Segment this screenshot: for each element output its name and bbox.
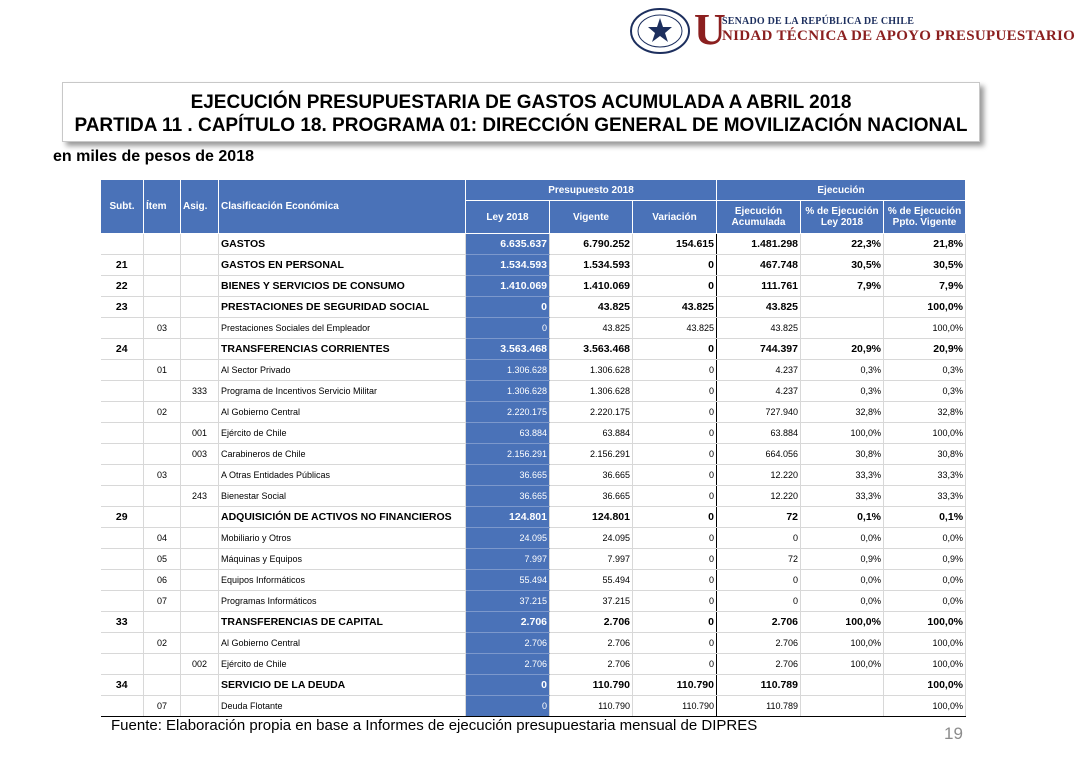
cell-item <box>144 654 181 675</box>
cell-variacion: 0 <box>633 423 717 444</box>
cell-variacion: 154.615 <box>633 234 717 255</box>
cell-pct-vigente: 0,0% <box>884 591 966 612</box>
cell-pct-vigente: 30,5% <box>884 255 966 276</box>
cell-subt <box>101 234 144 255</box>
cell-item <box>144 255 181 276</box>
cell-pct-vigente: 0,0% <box>884 528 966 549</box>
cell-asig: 001 <box>181 423 219 444</box>
cell-pct-ley: 33,3% <box>801 486 884 507</box>
group-ejecucion: Ejecución <box>717 180 966 201</box>
cell-ley: 55.494 <box>466 570 550 591</box>
cell-item <box>144 339 181 360</box>
cell-vigente: 36.665 <box>550 465 633 486</box>
col-variacion: Variación <box>633 201 717 234</box>
cell-item: 07 <box>144 696 181 717</box>
table-row <box>101 297 966 318</box>
cell-pct-ley: 0,3% <box>801 360 884 381</box>
cell-subt: 29 <box>101 507 144 528</box>
cell-ejecucion: 2.706 <box>717 612 801 633</box>
cell-ejecucion: 12.220 <box>717 465 801 486</box>
cell-pct-ley <box>801 318 884 339</box>
cell-pct-ley: 20,9% <box>801 339 884 360</box>
cell-asig <box>181 234 219 255</box>
cell-vigente: 43.825 <box>550 318 633 339</box>
cell-vigente: 37.215 <box>550 591 633 612</box>
cell-asig <box>181 360 219 381</box>
cell-variacion: 0 <box>633 570 717 591</box>
cell-subt: 22 <box>101 276 144 297</box>
cell-asig: 002 <box>181 654 219 675</box>
cell-clasificacion: Ejército de Chile <box>219 654 466 675</box>
cell-ejecucion: 467.748 <box>717 255 801 276</box>
cell-asig <box>181 402 219 423</box>
table-row <box>101 339 966 360</box>
cell-pct-ley: 30,8% <box>801 444 884 465</box>
table-row <box>101 549 966 570</box>
cell-vigente: 110.790 <box>550 675 633 696</box>
cell-vigente: 36.665 <box>550 486 633 507</box>
cell-subt <box>101 360 144 381</box>
cell-variacion: 0 <box>633 507 717 528</box>
cell-vigente: 1.306.628 <box>550 381 633 402</box>
cell-pct-vigente: 20,9% <box>884 339 966 360</box>
cell-subt <box>101 381 144 402</box>
cell-clasificacion: ADQUISICIÓN DE ACTIVOS NO FINANCIEROS <box>219 507 466 528</box>
col-pct-vigente: % de Ejecución Ppto. Vigente <box>884 201 966 234</box>
table-row <box>101 276 966 297</box>
cell-clasificacion: Programas Informáticos <box>219 591 466 612</box>
cell-pct-vigente: 100,0% <box>884 297 966 318</box>
cell-variacion: 0 <box>633 549 717 570</box>
cell-clasificacion: Programa de Incentivos Servicio Militar <box>219 381 466 402</box>
col-ley: Ley 2018 <box>466 201 550 234</box>
cell-item <box>144 381 181 402</box>
cell-clasificacion: BIENES Y SERVICIOS DE CONSUMO <box>219 276 466 297</box>
cell-item <box>144 675 181 696</box>
senado-seal-logo <box>630 8 690 54</box>
cell-variacion: 0 <box>633 486 717 507</box>
cell-item <box>144 444 181 465</box>
cell-subt <box>101 633 144 654</box>
cell-asig: 333 <box>181 381 219 402</box>
cell-pct-vigente: 0,1% <box>884 507 966 528</box>
cell-ley: 1.534.593 <box>466 255 550 276</box>
cell-variacion: 110.790 <box>633 675 717 696</box>
cell-vigente: 2.156.291 <box>550 444 633 465</box>
cell-clasificacion: Deuda Flotante <box>219 696 466 717</box>
cell-variacion: 0 <box>633 381 717 402</box>
cell-asig <box>181 507 219 528</box>
cell-asig <box>181 276 219 297</box>
table-row <box>101 507 966 528</box>
cell-pct-ley <box>801 297 884 318</box>
cell-pct-vigente: 100,0% <box>884 654 966 675</box>
cell-clasificacion: Máquinas y Equipos <box>219 549 466 570</box>
cell-pct-ley <box>801 675 884 696</box>
cell-ley: 2.706 <box>466 633 550 654</box>
cell-pct-vigente: 100,0% <box>884 423 966 444</box>
unit-note: en miles de pesos de 2018 <box>53 148 254 165</box>
cell-ley: 0 <box>466 297 550 318</box>
cell-variacion: 0 <box>633 612 717 633</box>
col-ejecucion: Ejecución Acumulada <box>717 201 801 234</box>
cell-variacion: 0 <box>633 444 717 465</box>
cell-pct-vigente: 21,8% <box>884 234 966 255</box>
cell-pct-vigente: 33,3% <box>884 465 966 486</box>
table-row <box>101 486 966 507</box>
cell-ejecucion: 43.825 <box>717 297 801 318</box>
col-pct-ley: % de Ejecución Ley 2018 <box>801 201 884 234</box>
cell-asig <box>181 633 219 654</box>
cell-ejecucion: 0 <box>717 591 801 612</box>
cell-ley: 2.156.291 <box>466 444 550 465</box>
cell-asig <box>181 339 219 360</box>
cell-pct-vigente: 0,0% <box>884 570 966 591</box>
cell-item <box>144 234 181 255</box>
cell-item: 03 <box>144 465 181 486</box>
cell-ejecucion: 110.789 <box>717 675 801 696</box>
cell-variacion: 0 <box>633 591 717 612</box>
cell-ejecucion: 63.884 <box>717 423 801 444</box>
cell-clasificacion: Al Sector Privado <box>219 360 466 381</box>
cell-vigente: 3.563.468 <box>550 339 633 360</box>
source-note: Fuente: Elaboración propia en base a Informes de ejecución presupuestaria mensual de DIPRES <box>111 717 758 734</box>
cell-pct-ley: 100,0% <box>801 654 884 675</box>
cell-pct-vigente: 30,8% <box>884 444 966 465</box>
cell-ley: 24.095 <box>466 528 550 549</box>
cell-clasificacion: GASTOS EN PERSONAL <box>219 255 466 276</box>
cell-ejecucion: 72 <box>717 549 801 570</box>
col-clasificacion: Clasificación Económica <box>219 180 466 234</box>
table-row <box>101 318 966 339</box>
cell-clasificacion: Al Gobierno Central <box>219 633 466 654</box>
budget-table <box>100 179 966 717</box>
cell-variacion: 0 <box>633 465 717 486</box>
cell-ejecucion: 0 <box>717 528 801 549</box>
cell-subt <box>101 486 144 507</box>
cell-vigente: 63.884 <box>550 423 633 444</box>
cell-subt <box>101 444 144 465</box>
cell-variacion: 0 <box>633 276 717 297</box>
cell-vigente: 2.706 <box>550 633 633 654</box>
cell-variacion: 43.825 <box>633 297 717 318</box>
cell-pct-ley: 100,0% <box>801 612 884 633</box>
cell-pct-ley: 0,3% <box>801 381 884 402</box>
cell-pct-ley: 33,3% <box>801 465 884 486</box>
cell-clasificacion: Bienestar Social <box>219 486 466 507</box>
cell-ley: 2.706 <box>466 654 550 675</box>
cell-subt: 21 <box>101 255 144 276</box>
cell-pct-vigente: 0,3% <box>884 381 966 402</box>
cell-clasificacion: TRANSFERENCIAS DE CAPITAL <box>219 612 466 633</box>
cell-variacion: 0 <box>633 654 717 675</box>
cell-clasificacion: Ejército de Chile <box>219 423 466 444</box>
cell-item: 02 <box>144 402 181 423</box>
cell-clasificacion: Carabineros de Chile <box>219 444 466 465</box>
cell-ley: 0 <box>466 675 550 696</box>
cell-ejecucion: 2.706 <box>717 633 801 654</box>
page-title: EJECUCIÓN PRESUPUESTARIA DE GASTOS ACUMULADA A ABRIL 2018 <box>190 92 852 113</box>
cell-item: 03 <box>144 318 181 339</box>
cell-ley: 0 <box>466 696 550 717</box>
cell-pct-vigente: 32,8% <box>884 402 966 423</box>
logo-bottom-text: NIDAD TÉCNICA DE APOYO PRESUPUESTARIO <box>722 28 1075 44</box>
cell-ejecucion: 664.056 <box>717 444 801 465</box>
col-vigente: Vigente <box>550 201 633 234</box>
table-row <box>101 465 966 486</box>
cell-pct-ley: 0,0% <box>801 528 884 549</box>
cell-subt <box>101 318 144 339</box>
cell-ejecucion: 12.220 <box>717 486 801 507</box>
page-subtitle: PARTIDA 11 . CAPÍTULO 18. PROGRAMA 01: DIRECCIÓN GENERAL DE MOVILIZACIÓN NACIONAL <box>74 115 968 136</box>
cell-ejecucion: 4.237 <box>717 360 801 381</box>
cell-clasificacion: Equipos Informáticos <box>219 570 466 591</box>
cell-ley: 1.306.628 <box>466 381 550 402</box>
table-row <box>101 381 966 402</box>
table-row <box>101 675 966 696</box>
cell-item <box>144 507 181 528</box>
cell-pct-vigente: 100,0% <box>884 633 966 654</box>
cell-item <box>144 276 181 297</box>
cell-item <box>144 297 181 318</box>
group-presupuesto: Presupuesto 2018 <box>466 180 717 201</box>
cell-subt <box>101 549 144 570</box>
table-row <box>101 360 966 381</box>
cell-asig: 243 <box>181 486 219 507</box>
cell-variacion: 43.825 <box>633 318 717 339</box>
cell-item: 05 <box>144 549 181 570</box>
table-row <box>101 234 966 255</box>
cell-ejecucion: 4.237 <box>717 381 801 402</box>
cell-ejecucion: 0 <box>717 570 801 591</box>
table-row <box>101 423 966 444</box>
col-asig: Asig. <box>181 180 219 234</box>
logo-letter: U <box>694 5 726 54</box>
cell-subt: 23 <box>101 297 144 318</box>
cell-clasificacion: Al Gobierno Central <box>219 402 466 423</box>
cell-pct-ley: 0,0% <box>801 570 884 591</box>
cell-pct-ley: 30,5% <box>801 255 884 276</box>
cell-vigente: 2.706 <box>550 612 633 633</box>
cell-subt: 24 <box>101 339 144 360</box>
cell-ley: 0 <box>466 318 550 339</box>
cell-vigente: 1.534.593 <box>550 255 633 276</box>
cell-clasificacion: SERVICIO DE LA DEUDA <box>219 675 466 696</box>
cell-item: 02 <box>144 633 181 654</box>
cell-subt <box>101 528 144 549</box>
page-number: 19 <box>944 724 963 743</box>
col-subt: Subt. <box>101 180 144 234</box>
cell-vigente: 1.410.069 <box>550 276 633 297</box>
table-row <box>101 255 966 276</box>
cell-asig <box>181 612 219 633</box>
cell-ley: 124.801 <box>466 507 550 528</box>
cell-vigente: 110.790 <box>550 696 633 717</box>
cell-asig <box>181 549 219 570</box>
cell-pct-ley: 32,8% <box>801 402 884 423</box>
cell-pct-vigente: 7,9% <box>884 276 966 297</box>
cell-pct-ley: 0,1% <box>801 507 884 528</box>
cell-pct-vigente: 100,0% <box>884 612 966 633</box>
cell-item <box>144 423 181 444</box>
cell-variacion: 0 <box>633 255 717 276</box>
cell-pct-vigente: 0,9% <box>884 549 966 570</box>
cell-item: 04 <box>144 528 181 549</box>
cell-clasificacion: Mobiliario y Otros <box>219 528 466 549</box>
cell-ejecucion: 1.481.298 <box>717 234 801 255</box>
cell-ley: 36.665 <box>466 486 550 507</box>
cell-pct-ley: 0,9% <box>801 549 884 570</box>
cell-subt <box>101 654 144 675</box>
cell-asig: 003 <box>181 444 219 465</box>
cell-subt <box>101 423 144 444</box>
table-row <box>101 402 966 423</box>
cell-pct-vigente: 100,0% <box>884 318 966 339</box>
cell-variacion: 0 <box>633 339 717 360</box>
cell-clasificacion: PRESTACIONES DE SEGURIDAD SOCIAL <box>219 297 466 318</box>
cell-vigente: 2.220.175 <box>550 402 633 423</box>
cell-vigente: 124.801 <box>550 507 633 528</box>
cell-vigente: 1.306.628 <box>550 360 633 381</box>
cell-ejecucion: 727.940 <box>717 402 801 423</box>
cell-pct-vigente: 33,3% <box>884 486 966 507</box>
table-body <box>101 234 966 717</box>
table-row <box>101 528 966 549</box>
cell-asig <box>181 465 219 486</box>
cell-pct-ley: 0,0% <box>801 591 884 612</box>
cell-ley: 1.306.628 <box>466 360 550 381</box>
cell-variacion: 0 <box>633 402 717 423</box>
cell-vigente: 24.095 <box>550 528 633 549</box>
cell-pct-ley: 100,0% <box>801 423 884 444</box>
cell-vigente: 2.706 <box>550 654 633 675</box>
cell-ley: 2.706 <box>466 612 550 633</box>
cell-asig <box>181 591 219 612</box>
cell-asig <box>181 570 219 591</box>
cell-ejecucion: 110.789 <box>717 696 801 717</box>
title-box <box>62 82 980 142</box>
cell-clasificacion: Prestaciones Sociales del Empleador <box>219 318 466 339</box>
cell-ley: 6.635.637 <box>466 234 550 255</box>
cell-clasificacion: TRANSFERENCIAS CORRIENTES <box>219 339 466 360</box>
logo-top-text: SENADO DE LA REPÚBLICA DE CHILE <box>722 16 915 27</box>
cell-ejecucion: 43.825 <box>717 318 801 339</box>
cell-ejecucion: 111.761 <box>717 276 801 297</box>
cell-vigente: 7.997 <box>550 549 633 570</box>
cell-ejecucion: 744.397 <box>717 339 801 360</box>
cell-asig <box>181 528 219 549</box>
cell-variacion: 0 <box>633 528 717 549</box>
cell-asig <box>181 297 219 318</box>
col-item: Ítem <box>144 180 181 234</box>
cell-asig <box>181 696 219 717</box>
cell-asig <box>181 318 219 339</box>
cell-subt <box>101 465 144 486</box>
cell-subt <box>101 570 144 591</box>
cell-pct-ley: 7,9% <box>801 276 884 297</box>
cell-item <box>144 612 181 633</box>
cell-pct-ley: 22,3% <box>801 234 884 255</box>
cell-vigente: 6.790.252 <box>550 234 633 255</box>
table-row <box>101 444 966 465</box>
cell-ley: 3.563.468 <box>466 339 550 360</box>
table-row <box>101 654 966 675</box>
cell-subt <box>101 591 144 612</box>
cell-item <box>144 486 181 507</box>
cell-ley: 2.220.175 <box>466 402 550 423</box>
cell-asig <box>181 675 219 696</box>
cell-ley: 1.410.069 <box>466 276 550 297</box>
cell-subt <box>101 696 144 717</box>
cell-variacion: 0 <box>633 360 717 381</box>
cell-subt <box>101 402 144 423</box>
cell-item: 06 <box>144 570 181 591</box>
cell-ley: 37.215 <box>466 591 550 612</box>
table-row <box>101 696 966 717</box>
cell-ejecucion: 72 <box>717 507 801 528</box>
cell-variacion: 110.790 <box>633 696 717 717</box>
table-row <box>101 612 966 633</box>
cell-item: 01 <box>144 360 181 381</box>
table-row <box>101 570 966 591</box>
cell-subt: 34 <box>101 675 144 696</box>
table-row <box>101 633 966 654</box>
cell-clasificacion: A Otras Entidades Públicas <box>219 465 466 486</box>
cell-clasificacion: GASTOS <box>219 234 466 255</box>
cell-variacion: 0 <box>633 633 717 654</box>
cell-pct-vigente: 0,3% <box>884 360 966 381</box>
cell-item: 07 <box>144 591 181 612</box>
cell-asig <box>181 255 219 276</box>
cell-pct-ley <box>801 696 884 717</box>
cell-subt: 33 <box>101 612 144 633</box>
table-row <box>101 591 966 612</box>
cell-ley: 36.665 <box>466 465 550 486</box>
cell-ley: 7.997 <box>466 549 550 570</box>
cell-vigente: 55.494 <box>550 570 633 591</box>
cell-pct-vigente: 100,0% <box>884 696 966 717</box>
cell-vigente: 43.825 <box>550 297 633 318</box>
cell-pct-vigente: 100,0% <box>884 675 966 696</box>
cell-pct-ley: 100,0% <box>801 633 884 654</box>
cell-ley: 63.884 <box>466 423 550 444</box>
cell-ejecucion: 2.706 <box>717 654 801 675</box>
